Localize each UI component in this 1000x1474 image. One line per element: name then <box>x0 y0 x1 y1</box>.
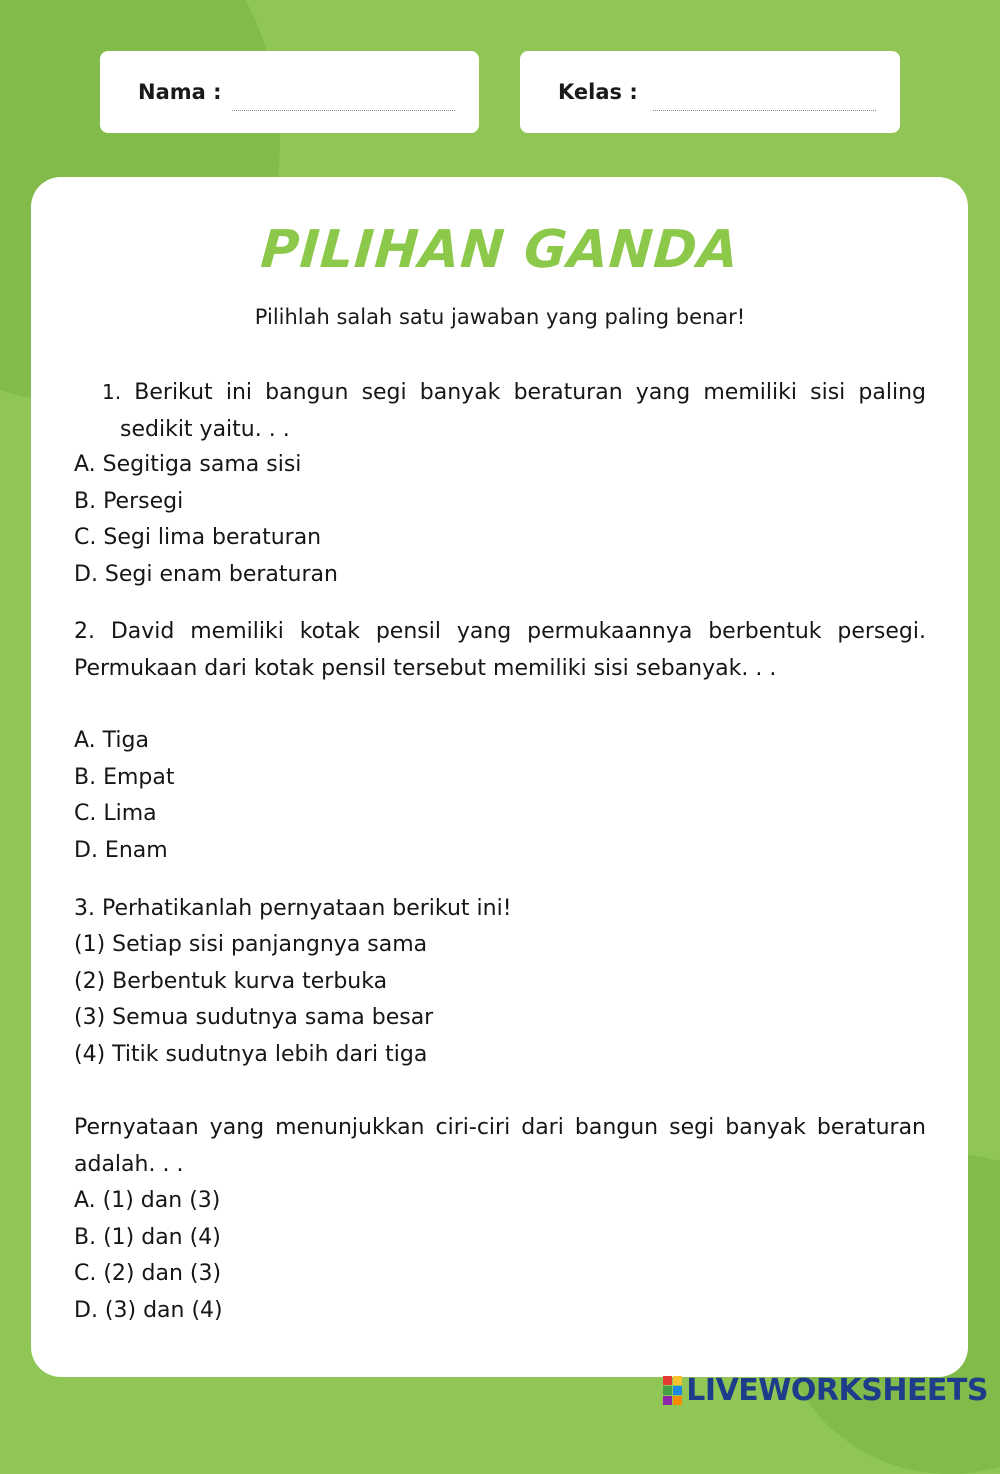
question-2-text: 2. David memiliki kotak pensil yang permukaannya berbentuk persegi. Permukaan dari kotak pensil tersebut memiliki sisi sebanyak. . . <box>74 619 926 681</box>
option-d[interactable]: D. Segi enam beraturan <box>74 561 338 587</box>
option-a[interactable]: A. (1) dan (3) <box>74 1188 221 1213</box>
logo-mark-square <box>663 1396 672 1405</box>
logo-text: LIVEWORKSHEETS <box>686 1372 988 1408</box>
option-d[interactable]: D. Enam <box>74 837 168 863</box>
question-2-options <box>74 723 174 869</box>
option-d[interactable]: D. (3) dan (4) <box>74 1297 223 1323</box>
class-label: Kelas : <box>558 80 638 104</box>
option-c[interactable]: C. (2) dan (3) <box>74 1261 222 1286</box>
liveworksheets-logo <box>663 1372 988 1408</box>
option-a[interactable]: A. Segitiga sama sisi <box>74 452 302 477</box>
question-1-number: 1. <box>102 380 122 404</box>
statement-4: (4) Titik sudutnya lebih dari tiga <box>74 1041 428 1067</box>
option-c[interactable]: C. Lima <box>74 801 157 826</box>
name-input-line[interactable] <box>232 110 455 111</box>
logo-mark-square <box>663 1376 672 1385</box>
logo-mark-square <box>673 1376 682 1385</box>
class-input-line[interactable] <box>653 110 876 111</box>
option-c[interactable]: C. Segi lima beraturan <box>74 525 322 550</box>
statement-2: (2) Berbentuk kurva terbuka <box>74 968 388 994</box>
statement-1: (1) Setiap sisi panjangnya sama <box>74 932 428 957</box>
logo-mark-icon <box>663 1376 682 1405</box>
name-field-box[interactable] <box>100 51 479 133</box>
option-a[interactable]: A. Tiga <box>74 728 149 753</box>
option-b[interactable]: B. Empat <box>74 764 175 790</box>
instruction-text: Pilihlah salah satu jawaban yang paling benar! <box>254 305 746 329</box>
page-title: PILIHAN GANDA <box>258 220 742 280</box>
question-1-options <box>74 447 338 593</box>
class-field-box[interactable] <box>520 51 900 133</box>
option-b[interactable]: B. (1) dan (4) <box>74 1224 221 1250</box>
logo-mark-square <box>663 1386 672 1395</box>
question-3-intro: 3. Perhatikanlah pernyataan berikut ini! <box>74 896 512 921</box>
question-3-statements <box>74 927 433 1073</box>
question-1-text: Berikut ini bangun segi banyak beraturan yang memiliki sisi paling sedikit yaitu. . . <box>120 380 927 442</box>
statement-3: (3) Semua sudutnya sama besar <box>74 1005 434 1030</box>
question-3-options <box>74 1183 223 1329</box>
logo-mark-square <box>673 1386 682 1395</box>
question-3-text: Pernyataan yang menunjukkan ciri-ciri dari bangun segi banyak beraturan adalah. . . <box>74 1115 926 1177</box>
name-label: Nama : <box>138 80 222 104</box>
logo-mark-square <box>673 1396 682 1405</box>
option-b[interactable]: B. Persegi <box>74 488 184 514</box>
question-1 <box>74 374 926 448</box>
